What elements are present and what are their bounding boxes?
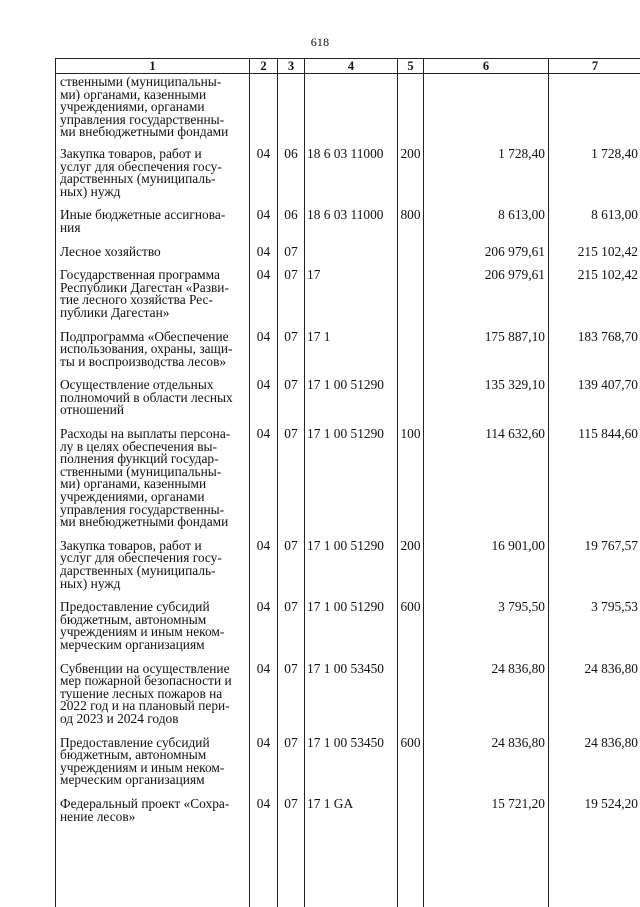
row-name-cell: Субвенции на осуществление мер пожарной безопасности и тушение лесных пожаров на 2022 год и на плановый пери- од 2023 и 2024 годов [56, 663, 250, 737]
amount-year-1-cell: 8 613,00 [424, 209, 549, 245]
subsection-code-cell: 07 [278, 601, 305, 662]
subsection-code-cell [278, 74, 305, 148]
subsection-code-cell: 07 [278, 269, 305, 330]
target-item-cell [305, 74, 398, 148]
amount-year-1-cell: 15 721,20 [424, 798, 549, 907]
target-item-cell: 17 1 00 51290 [305, 540, 398, 601]
amount-year-2-cell: 1 728,40 [549, 148, 640, 209]
amount-year-1-cell: 206 979,61 [424, 269, 549, 330]
amount-year-2-cell [549, 74, 640, 148]
section-code-cell: 04 [250, 798, 278, 907]
target-item-cell: 17 1 [305, 331, 398, 380]
section-code-cell [250, 74, 278, 148]
expense-type-cell [398, 331, 424, 380]
amount-year-2-cell: 215 102,42 [549, 269, 640, 330]
target-item-cell: 18 6 03 11000 [305, 148, 398, 209]
row-name-cell: Предоставление субсидий бюджетным, автономным учреждениям и иным неком- мерческим организациям [56, 737, 250, 798]
expense-type-cell: 800 [398, 209, 424, 245]
page-number: 618 [0, 35, 640, 50]
column-header-3: 3 [278, 59, 305, 74]
subsection-code-cell: 06 [278, 209, 305, 245]
target-item-cell: 17 1 00 51290 [305, 601, 398, 662]
expense-type-cell [398, 246, 424, 270]
row-name-cell: Государственная программа Республики Дагестан «Разви- тие лесного хозяйства Рес- публики Дагестан» [56, 269, 250, 330]
subsection-code-cell: 07 [278, 331, 305, 380]
expense-type-cell [398, 74, 424, 148]
table-row [56, 428, 640, 540]
subsection-code-cell: 07 [278, 737, 305, 798]
row-name-cell: Расходы на выплаты персона- лу в целях обеспечения вы- полнения функций государ- ственными (муниципальны- ми) органами, казенными учреждениями, органами управления государственны- ми внебюджетными фондами [56, 428, 250, 540]
table-row [56, 246, 640, 270]
section-code-cell: 04 [250, 148, 278, 209]
amount-year-1-cell: 24 836,80 [424, 663, 549, 737]
section-code-cell: 04 [250, 428, 278, 540]
amount-year-2-cell: 115 844,60 [549, 428, 640, 540]
row-name-cell: Закупка товаров, работ и услуг для обеспечения госу- дарственных (муниципаль- ных) нужд [56, 148, 250, 209]
row-name-cell: Осуществление отдельных полномочий в области лесных отношений [56, 379, 250, 428]
amount-year-2-cell: 139 407,70 [549, 379, 640, 428]
subsection-code-cell: 07 [278, 428, 305, 540]
section-code-cell: 04 [250, 601, 278, 662]
section-code-cell: 04 [250, 540, 278, 601]
section-code-cell: 04 [250, 209, 278, 245]
target-item-cell [305, 246, 398, 270]
subsection-code-cell: 07 [278, 663, 305, 737]
expense-type-cell: 600 [398, 601, 424, 662]
expense-type-cell: 600 [398, 737, 424, 798]
table-row [56, 601, 640, 662]
row-name-cell: Предоставление субсидий бюджетным, автономным учреждениям и иным неком- мерческим организациям [56, 601, 250, 662]
target-item-cell: 17 1 00 53450 [305, 737, 398, 798]
column-header-7: 7 [549, 59, 640, 74]
amount-year-2-cell: 3 795,53 [549, 601, 640, 662]
section-code-cell: 04 [250, 246, 278, 270]
table-row [56, 74, 640, 148]
expense-type-cell [398, 379, 424, 428]
table-row [56, 540, 640, 601]
target-item-cell: 17 1 00 51290 [305, 428, 398, 540]
amount-year-1-cell: 24 836,80 [424, 737, 549, 798]
target-item-cell: 18 6 03 11000 [305, 209, 398, 245]
column-header-2: 2 [250, 59, 278, 74]
subsection-code-cell: 07 [278, 798, 305, 907]
amount-year-2-cell: 24 836,80 [549, 737, 640, 798]
table-row [56, 663, 640, 737]
table-header-row [56, 59, 640, 74]
section-code-cell: 04 [250, 269, 278, 330]
table-row [56, 148, 640, 209]
amount-year-1-cell [424, 74, 549, 148]
amount-year-2-cell: 19 524,20 [549, 798, 640, 907]
expense-type-cell [398, 798, 424, 907]
expense-type-cell [398, 269, 424, 330]
row-name-cell: Лесное хозяйство [56, 246, 250, 270]
row-name-cell: Иные бюджетные ассигнова- ния [56, 209, 250, 245]
table-row [56, 737, 640, 798]
amount-year-1-cell: 135 329,10 [424, 379, 549, 428]
expense-type-cell: 200 [398, 148, 424, 209]
target-item-cell: 17 1 GA [305, 798, 398, 907]
subsection-code-cell: 07 [278, 540, 305, 601]
row-name-cell: ственными (муниципальны- ми) органами, казенными учреждениями, органами управления государственны- ми внебюджетными фондами [56, 74, 250, 148]
row-name-cell: Федеральный проект «Сохра- нение лесов» [56, 798, 250, 907]
row-name-cell: Закупка товаров, работ и услуг для обеспечения госу- дарственных (муниципаль- ных) нужд [56, 540, 250, 601]
target-item-cell: 17 1 00 51290 [305, 379, 398, 428]
table-row [56, 269, 640, 330]
section-code-cell: 04 [250, 379, 278, 428]
expense-type-cell: 100 [398, 428, 424, 540]
column-header-6: 6 [424, 59, 549, 74]
section-code-cell: 04 [250, 331, 278, 380]
subsection-code-cell: 07 [278, 246, 305, 270]
amount-year-1-cell: 1 728,40 [424, 148, 549, 209]
subsection-code-cell: 07 [278, 379, 305, 428]
column-header-1: 1 [56, 59, 250, 74]
column-header-5: 5 [398, 59, 424, 74]
table-row [56, 379, 640, 428]
expense-type-cell [398, 663, 424, 737]
amount-year-2-cell: 8 613,00 [549, 209, 640, 245]
table-row [56, 331, 640, 380]
amount-year-1-cell: 16 901,00 [424, 540, 549, 601]
table-row [56, 209, 640, 245]
amount-year-2-cell: 24 836,80 [549, 663, 640, 737]
amount-year-2-cell: 215 102,42 [549, 246, 640, 270]
column-header-4: 4 [305, 59, 398, 74]
target-item-cell: 17 [305, 269, 398, 330]
amount-year-1-cell: 114 632,60 [424, 428, 549, 540]
expense-type-cell: 200 [398, 540, 424, 601]
amount-year-2-cell: 19 767,57 [549, 540, 640, 601]
subsection-code-cell: 06 [278, 148, 305, 209]
amount-year-1-cell: 175 887,10 [424, 331, 549, 380]
budget-table [55, 58, 640, 907]
section-code-cell: 04 [250, 737, 278, 798]
row-name-cell: Подпрограмма «Обеспечение использования, охраны, защи- ты и воспроизводства лесов» [56, 331, 250, 380]
amount-year-2-cell: 183 768,70 [549, 331, 640, 380]
target-item-cell: 17 1 00 53450 [305, 663, 398, 737]
amount-year-1-cell: 206 979,61 [424, 246, 549, 270]
table-row [56, 798, 640, 907]
section-code-cell: 04 [250, 663, 278, 737]
amount-year-1-cell: 3 795,50 [424, 601, 549, 662]
table-body [56, 74, 640, 907]
